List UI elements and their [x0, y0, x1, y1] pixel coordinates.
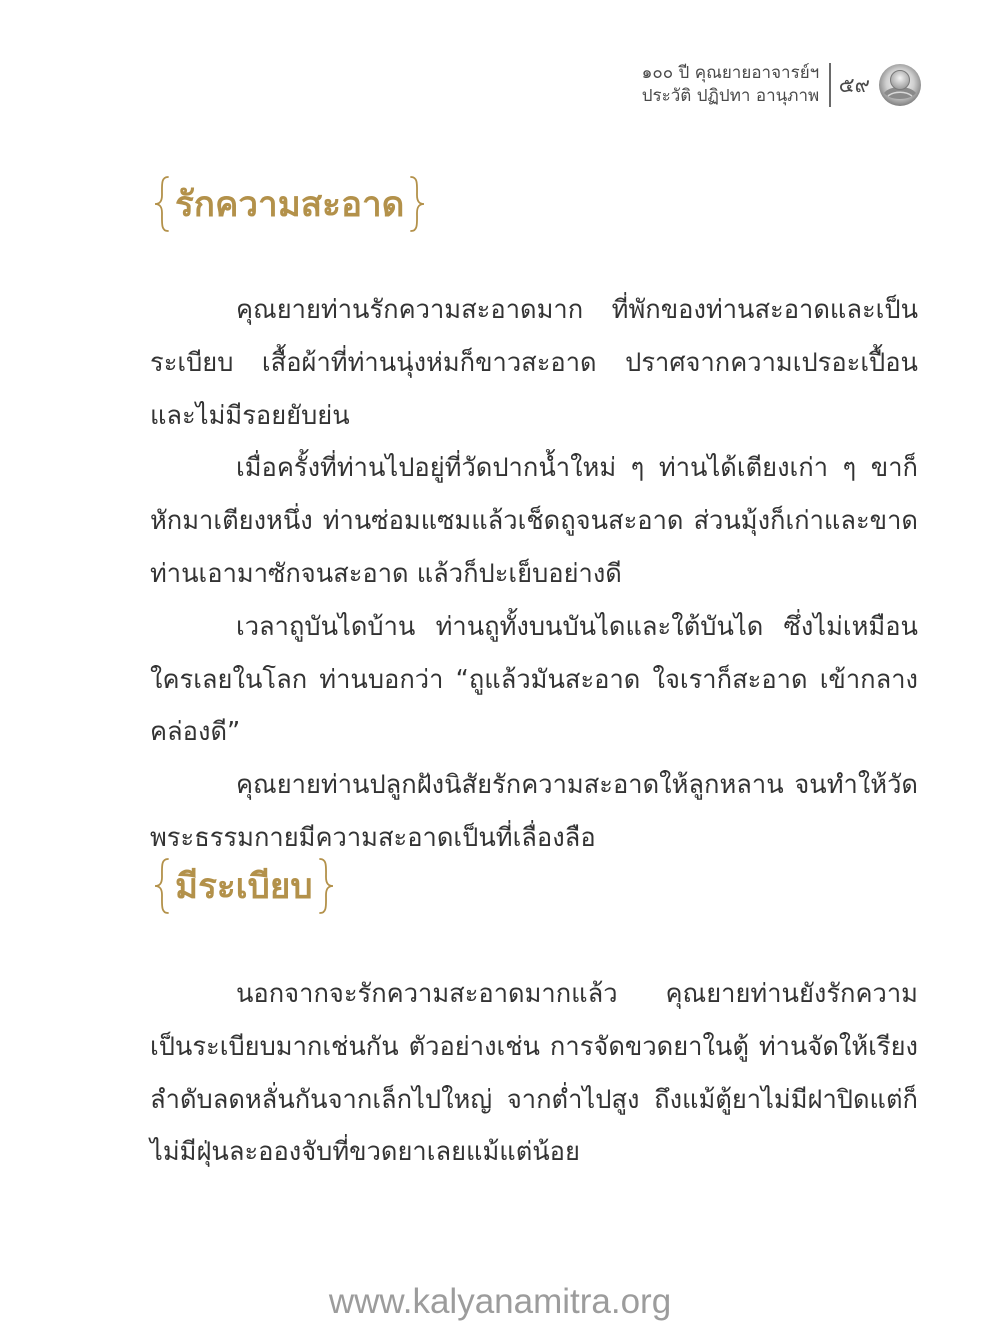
- section-heading-text: มีระเบียบ: [175, 866, 313, 907]
- paragraph: เมื่อครั้งที่ท่านไปอยู่ที่วัดปากน้ำใหม่ ๆ ท่านได้เตียงเก่า ๆ ขาก็หักมาเตียงหนึ่ง ท่านซ่อมแซมแล้วเช็ดถูจนสะอาด ส่วนมุ้งก็เก่าและขาดท่านเอามาซักจนสะอาด แล้วก็ปะเย็บอย่างดี: [150, 453, 918, 589]
- section-body-orderliness: [150, 968, 918, 1179]
- paragraph: คุณยายท่านรักความสะอาดมาก ที่พักของท่านสะอาดและเป็นระเบียบ เสื้อผ้าที่ท่านนุ่งห่มก็ขาวสะอาด ปราศจากความเปรอะเปื้อนและไม่มีรอยยับย่น: [150, 295, 918, 431]
- section-body-cleanliness: [150, 284, 918, 865]
- paragraph: คุณยายท่านปลูกฝังนิสัยรักความสะอาดให้ลูกหลาน จนทำให้วัดพระธรรมกายมีความสะอาดเป็นที่เลื่องลือ: [150, 770, 918, 853]
- left-brace-icon: [153, 174, 171, 234]
- paragraph: เวลาถูบันไดบ้าน ท่านถูทั้งบนบันไดและใต้บันได ซึ่งไม่เหมือนใครเลยในโลก ท่านบอกว่า “ถูแล้วมันสะอาด ใจเราก็สะอาด เข้ากลางคล่องดี”: [150, 611, 918, 748]
- section-heading-cleanliness: [153, 174, 426, 234]
- page-number: ๕๙: [838, 72, 870, 97]
- book-subtitle: ประวัติ ปฏิปทา อานุภาพ: [641, 86, 820, 106]
- dharma-emblem-icon: [878, 63, 922, 107]
- header-titles: [642, 62, 820, 108]
- section-heading-orderliness: [153, 856, 335, 916]
- book-title: ๑๐๐ ปี คุณยายอาจารย์ฯ: [641, 63, 820, 83]
- left-brace-icon: [153, 856, 171, 916]
- right-brace-icon: [317, 856, 335, 916]
- running-header: [642, 62, 922, 108]
- section-heading-text: รักความสะอาด: [175, 184, 405, 225]
- paragraph: นอกจากจะรักความสะอาดมากแล้ว คุณยายท่านยังรักความเป็นระเบียบมากเช่นกัน ตัวอย่างเช่น การจัดขวดยาในตู้ ท่านจัดให้เรียงลำดับลดหลั่นกันจากเล็กไปใหญ่ จากต่ำไปสูง ถึงแม้ตู้ยาไม่มีฝาปิดแต่ก็ไม่มีฝุ่นละอองจับที่ขวดยาเลยแม้แต่น้อย: [150, 979, 918, 1168]
- header-divider: [829, 63, 831, 107]
- watermark-url: www.kalyanamitra.org: [328, 1282, 672, 1321]
- right-brace-icon: [408, 174, 426, 234]
